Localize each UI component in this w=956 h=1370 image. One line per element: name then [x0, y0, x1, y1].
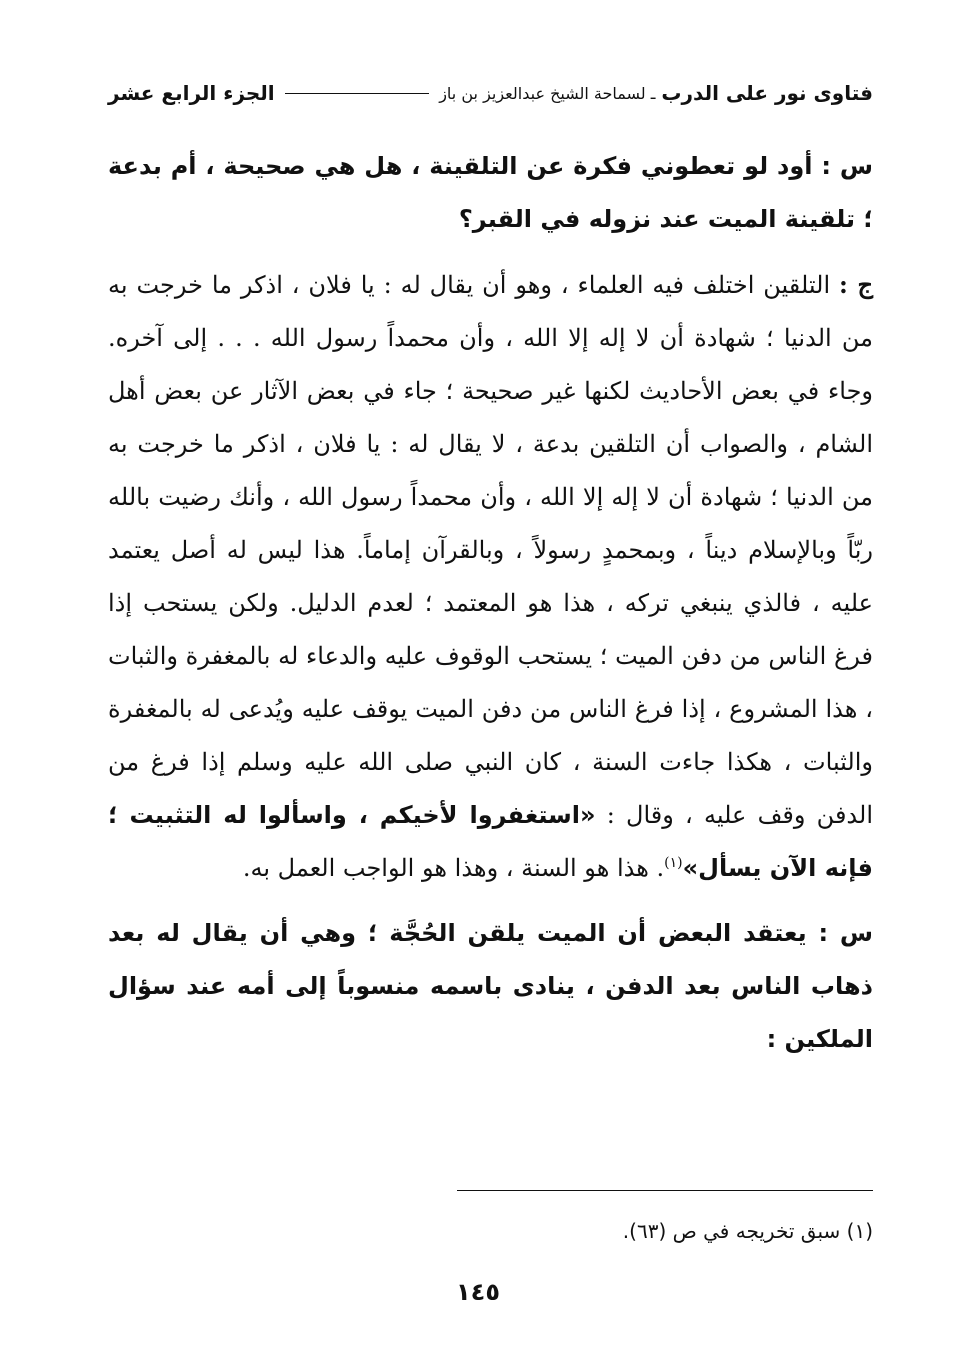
part-title: الجزء الرابع عشر — [108, 81, 275, 105]
question-marker: س : — [818, 919, 874, 947]
question-marker: س : — [821, 152, 873, 180]
book-title: فتاوى نور على الدرب — [661, 81, 873, 105]
hadith-quote: «استغفروا لأخيكم ، واسألوا له التثبيت ؛ فإنه الآن يسأل» — [108, 801, 873, 882]
running-header — [108, 76, 873, 110]
answer-marker: ج : — [839, 270, 873, 299]
author-name: ـ لسماحة الشيخ عبدالعزيز بن باز — [439, 83, 656, 103]
answer-text: التلقين اختلف فيه العلماء ، وهو أن يقال له : يا فلان ، اذكر ما خرجت به من الدنيا ؛ شهادة أن لا إله إلا الله ، وأن محمداً رسول الله . . . إلى آخره. وجاء في بعض الأحاديث لكنها غير صحيحة ؛ جاء في بعض الآثار عن بعض أهل الشام ، والصواب أن التلقين بدعة ، لا يقال له : يا فلان ، اذكر ما خرجت به من الدنيا ؛ شهادة أن لا إله إلا الله ، وأن محمداً رسول الله ، وأنك رضيت بالله ربّاً وبالإسلام ديناً ، وبمحمدٍ رسولاً ، وبالقرآن إماماً. هذا ليس له أصل يعتمد عليه ، فالذي ينبغي تركه ، هذا هو المعتمد ؛ لعدم الدليل. ولكن يستحب إذا فرغ الناس من دفن الميت ؛ يستحب الوقوف عليه والدعاء له بالمغفرة والثبات ، هذا المشروع ، إذا فرغ الناس من دفن الميت يوقف عليه ويُدعى له بالمغفرة والثبات ، هكذا جاءت السنة ، كان النبي صلى الله عليه وسلم إذا فرغ من الدفن وقف عليه ، وقال : — [108, 271, 874, 829]
question-text: أود لو تعطوني فكرة عن التلقينة ، هل هي صحيحة ، أم بدعة ؛ تلقينة الميت عند نزوله في القبر؟ — [108, 152, 873, 233]
body-text — [108, 140, 873, 1078]
footnote-rule — [457, 1190, 873, 1191]
answer-1 — [108, 258, 873, 895]
footnote-reference: (١) — [664, 855, 683, 871]
page-number: ١٤٥ — [456, 1278, 500, 1306]
question-2 — [108, 907, 873, 1066]
header-rule — [285, 93, 430, 94]
footnote: (١) سبق تخريجه في ص (٦٣). — [622, 1219, 873, 1243]
question-text: يعتقد البعض أن الميت يلقن الحُجَّة ؛ وهي أن يقال له بعد ذهاب الناس بعد الدفن ، ينادى باسمه منسوباً إلى أمه عند سؤال الملكين : — [108, 919, 873, 1053]
question-1 — [108, 140, 873, 246]
answer-text-end: . هذا هو السنة ، وهذا هو الواجب العمل به. — [242, 854, 665, 882]
